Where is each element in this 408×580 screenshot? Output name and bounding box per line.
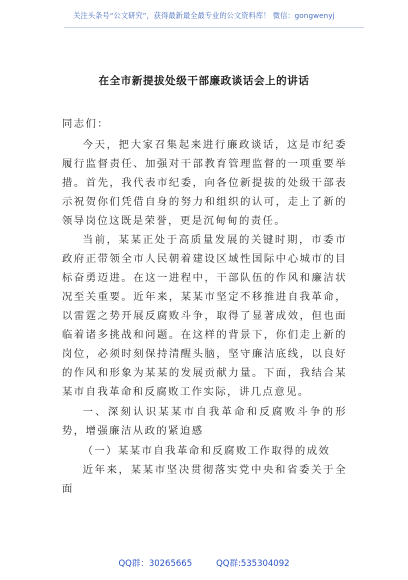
salutation: 同志们： (62, 118, 110, 130)
header-note: 关注头条号“公文研究”，获得最新最全最专业的公文资料库！ 微信：gongwenyj (73, 11, 335, 20)
section-heading-1: 一、深刻认识某某市自我革命和反腐败斗争的形势，增强廉洁从政的紧迫感 (62, 406, 347, 437)
qq-group-2: QQ群:535304092 (216, 559, 290, 569)
paragraph-2: 当前，某某正处于高质量发展的关键时期，市委市政府正带领全市人民朝着建设区域性国际中心城市的目标奋勇迈进。在这一进程中，干部队伍的作风和廉洁状况至关重要。近年来，某某市坚定不移推进自我革命，以雷霆之势开展反腐败斗争，取得了显著成效，但也面临着诸多挑战和问题。在这样的背景下，你们走上新的岗位，必须时刻保持清醒头脑，坚守廉洁底线，以良好的作风和形象为某某的发展贡献力量。下面，我结合某某市自我革命和反腐败工作实际，讲几点意见。 (62, 234, 347, 398)
subsection-heading-1: （一）某某市自我革命和反腐败工作取得的成效 (82, 445, 331, 457)
document-title: 在全市新提拔处级干部廉政谈话会上的讲话 (98, 75, 310, 87)
document-body (62, 115, 347, 499)
header-divider (64, 27, 364, 28)
footer-contact (0, 557, 408, 569)
qq-group-1: QQ群：30265665 (118, 559, 193, 569)
paragraph-3: 近年来，某某市坚决贯彻落实党中央和省委关于全面 (62, 464, 347, 495)
paragraph-1: 今天，把大家召集起来进行廉政谈话，这是市纪委履行监督责任、加强对干部教育管理监督的一项重要举措。首先，我代表市纪委，向各位新提拔的处级干部表示祝贺你们凭借自身的努力和组织的认可，走上了新的领导岗位这既是荣誉，更是沉甸甸的责任。 (62, 139, 347, 227)
